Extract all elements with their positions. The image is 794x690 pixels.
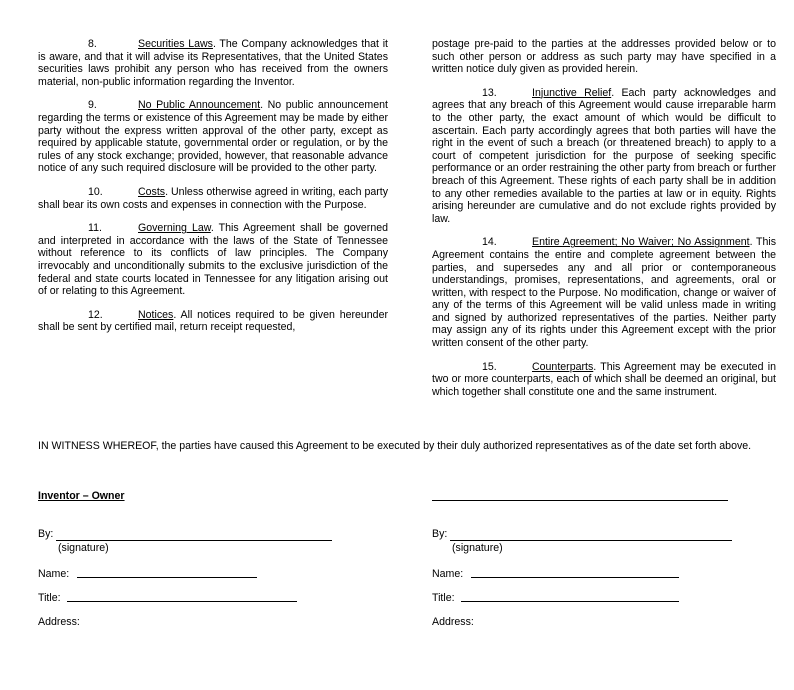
notices-continuation: postage pre-paid to the parties at the addresses provided below or to such other person or address as such party may have specified in a written notice duly given as provided herein. xyxy=(432,38,776,76)
signature-caption-left: (signature) xyxy=(58,542,109,554)
section-body: . This Agreement shall be governed and interpreted in accordance with the laws of the State of Tennessee without reference to its conflicts of law principles. The Company irrevocably and unconditionally submits to the exclusive jurisdiction of the federal and state courts located in Tennessee for any litigation arising out of or relating to this Agreement. xyxy=(38,222,389,298)
section-number: 14. xyxy=(482,236,497,249)
section-heading: Notices xyxy=(138,308,174,321)
party-label-inventor-owner: Inventor – Owner xyxy=(38,490,125,502)
address-label-left: Address: xyxy=(38,616,80,628)
by-line-right[interactable] xyxy=(450,540,732,541)
section-11 xyxy=(38,222,388,298)
section-10 xyxy=(38,186,388,211)
section-heading: Injunctive Relief xyxy=(532,86,612,99)
section-heading: Securities Laws xyxy=(138,38,213,50)
section-number: 8. xyxy=(88,38,97,50)
title-line-left[interactable] xyxy=(67,601,297,602)
section-13 xyxy=(432,87,776,226)
section-9 xyxy=(38,99,388,175)
by-label-left: By: xyxy=(38,528,54,540)
section-body: . All notices required to be given hereunder shall be sent by certified mail, return receipt requested, xyxy=(38,308,388,334)
section-14 xyxy=(432,236,776,349)
section-body: . This Agreement contains the entire and complete agreement between the parties, and supersedes any and all prior or contemporaneous understandings, promises, representations, and agreements, oral or written, with respect to the Purpose. No modification, change or waiver of any of the terms of this Agreement will be valid unless made in writing and signed by authorized representatives of the parties. Neither party may assign any of its rights under this Agreement except with the prior written consent of the other party. xyxy=(432,236,776,350)
witness-clause: IN WITNESS WHEREOF, the parties have caused this Agreement to be executed by their duly authorized representatives as of the date set forth above. xyxy=(38,440,752,452)
section-heading: No Public Announcement xyxy=(138,99,261,112)
section-body: . Unless otherwise agreed in writing, each party shall bear its own costs and expenses in connection with the Purpose. xyxy=(38,185,388,211)
section-body: . This Agreement may be executed in two or more counterparts, each of which shall be deemed an original, but which together shall constitute one and the same instrument. xyxy=(432,360,776,398)
section-heading: Governing Law xyxy=(138,222,211,235)
section-heading: Entire Agreement; No Waiver; No Assignment xyxy=(532,236,750,249)
title-line-right[interactable] xyxy=(461,601,679,602)
by-line-left[interactable] xyxy=(56,540,332,541)
title-label-left: Title: xyxy=(38,592,61,604)
signature-caption-right: (signature) xyxy=(452,542,503,554)
by-label-right: By: xyxy=(432,528,448,540)
left-column xyxy=(38,38,388,345)
party-name-line-right[interactable] xyxy=(432,500,728,501)
name-line-right[interactable] xyxy=(471,577,679,578)
section-heading: Costs xyxy=(138,185,166,198)
section-body: . Each party acknowledges and agrees that any breach of this Agreement would cause irreparable harm to the other party, the exact amount of which would be difficult to ascertain. Each party accordingly agrees that both parties will have the right in the event of such a breach (or threatened breach) to apply to a court of competent jurisdiction for the purpose of seeking specific performance or an order restraining the other party from breach or further breach of this Agreement. These rights of each party shall be in addition to any other remedies available to the parties at law or in equity. Rights arising hereunder are cumulative and do not exclude rights provided by law. xyxy=(432,86,776,225)
section-body: . The Company acknowledges that it is aware, and that it will advise its Representatives, that the United States securities laws prohibit any person who has received from the owners material, non-public information regarding the Inventor. xyxy=(38,38,389,88)
section-number: 10. xyxy=(88,185,103,198)
section-number: 15. xyxy=(482,360,497,373)
section-8 xyxy=(38,38,388,88)
name-label-left: Name: xyxy=(38,568,70,580)
name-line-left[interactable] xyxy=(77,577,257,578)
section-12 xyxy=(38,309,388,334)
section-number: 12. xyxy=(88,308,103,321)
section-15 xyxy=(432,361,776,399)
section-body: . No public announcement regarding the terms or existence of this Agreement may be made by either party without the express written approval of the other party, except as required by applicable statute, governmental order or regulation, or by the rules of any stock exchange; provided, however, that reasonable advance notice of any such required disclosure will be provided to the other party. xyxy=(38,99,388,175)
name-label-right: Name: xyxy=(432,568,464,580)
title-label-right: Title: xyxy=(432,592,455,604)
right-column xyxy=(432,38,776,409)
section-number: 11. xyxy=(88,222,102,235)
section-number: 9. xyxy=(88,99,97,112)
section-number: 13. xyxy=(482,86,497,99)
address-label-right: Address: xyxy=(432,616,474,628)
section-heading: Counterparts xyxy=(532,360,594,373)
